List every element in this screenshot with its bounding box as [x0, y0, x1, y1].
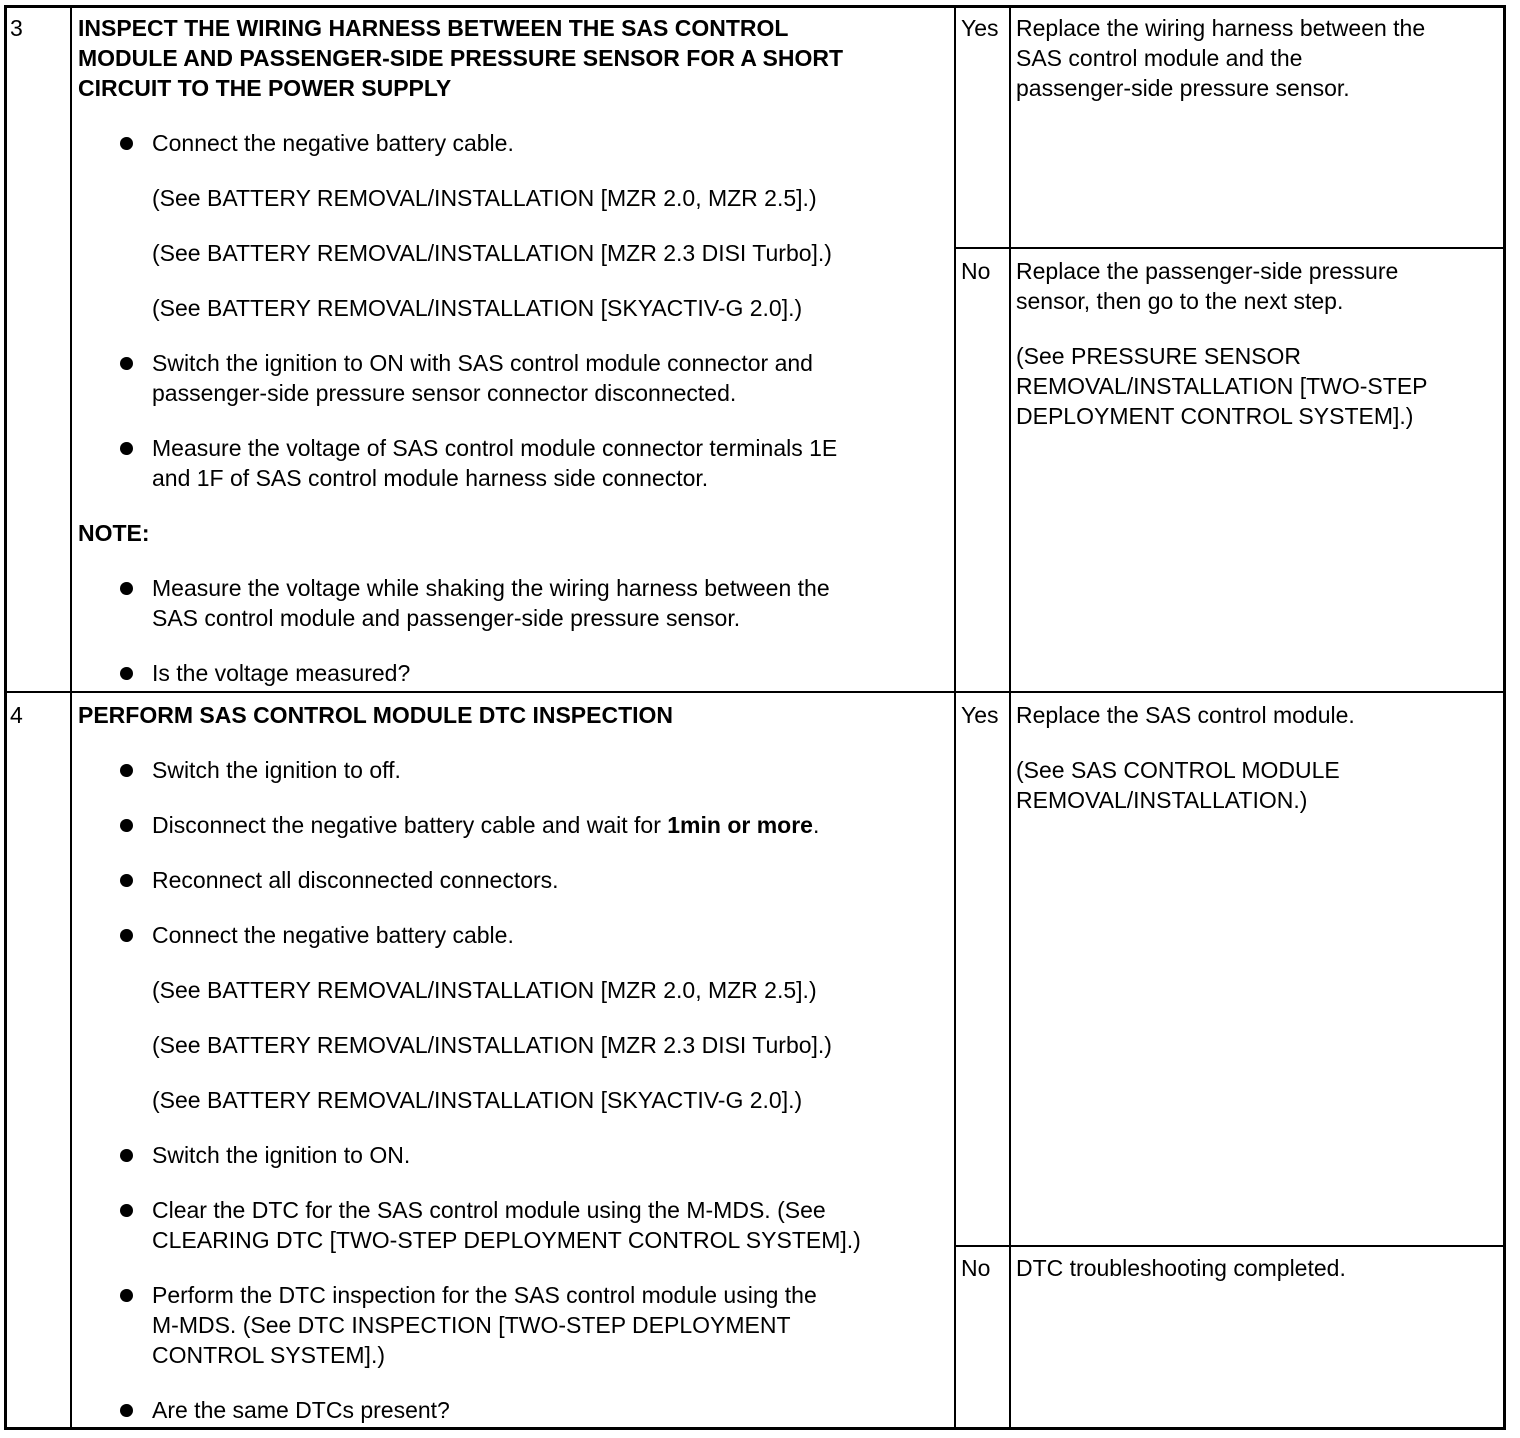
- step-title-line: INSPECT THE WIRING HARNESS BETWEEN THE SAS CONTROL: [78, 15, 789, 41]
- instruction-text: and 1F of SAS control module harness side connector.: [152, 465, 709, 491]
- step-number: 3: [10, 15, 23, 41]
- instruction-text-part: .: [812, 812, 820, 838]
- bullet-icon: [120, 1404, 133, 1417]
- bullet-icon: [120, 667, 133, 680]
- instruction-text: Reconnect all disconnected connectors.: [152, 867, 559, 893]
- instruction-text: passenger-side pressure sensor connector disconnected.: [152, 380, 737, 406]
- reference-link[interactable]: (See BATTERY REMOVAL/INSTALLATION [MZR 2.0, MZR 2.5].): [152, 977, 817, 1003]
- no-label: No: [961, 258, 991, 284]
- yes-label: Yes: [961, 15, 999, 41]
- step-title-line: MODULE AND PASSENGER-SIDE PRESSURE SENSOR FOR A SHORT: [78, 45, 844, 71]
- bullet-icon: [120, 1204, 133, 1217]
- no-action: Replace the passenger-side pressure: [1016, 258, 1399, 284]
- instruction-text: Measure the voltage of SAS control module connector terminals 1E: [152, 435, 838, 461]
- bullet-icon: [120, 1289, 133, 1302]
- instruction-text: CONTROL SYSTEM].): [152, 1342, 385, 1368]
- instruction-text: [152, 810, 819, 840]
- step-number: 4: [10, 702, 23, 728]
- instruction-text: CLEARING DTC [TWO-STEP DEPLOYMENT CONTROL SYSTEM].): [152, 1227, 861, 1253]
- question-text: Are the same DTCs present?: [152, 1397, 450, 1423]
- reference-link[interactable]: DEPLOYMENT CONTROL SYSTEM].): [1016, 403, 1414, 429]
- question-text: Is the voltage measured?: [152, 660, 411, 686]
- instruction-text: M-MDS. (See DTC INSPECTION [TWO-STEP DEPLOYMENT: [152, 1312, 791, 1338]
- bullet-icon: [120, 357, 133, 370]
- reference-link[interactable]: (See BATTERY REMOVAL/INSTALLATION [MZR 2.3 DISI Turbo].): [152, 1032, 832, 1058]
- no-label: No: [961, 1255, 991, 1281]
- instruction-text: Connect the negative battery cable.: [152, 130, 514, 156]
- instruction-text: SAS control module and passenger-side pressure sensor.: [152, 605, 741, 631]
- yes-label: Yes: [961, 702, 999, 728]
- bullet-icon: [120, 764, 133, 777]
- bullet-icon: [120, 929, 133, 942]
- reference-link[interactable]: (See BATTERY REMOVAL/INSTALLATION [SKYACTIV-G 2.0].): [152, 295, 803, 321]
- reference-link[interactable]: REMOVAL/INSTALLATION [TWO-STEP: [1016, 373, 1428, 399]
- yes-action: Replace the wiring harness between the: [1016, 15, 1426, 41]
- no-action: sensor, then go to the next step.: [1016, 288, 1344, 314]
- instruction-text: Perform the DTC inspection for the SAS control module using the: [152, 1282, 817, 1308]
- yes-action: Replace the SAS control module.: [1016, 702, 1355, 728]
- instruction-text-part: Disconnect the negative battery cable and wait for: [152, 812, 668, 838]
- bullet-icon: [120, 137, 133, 150]
- column-divider: [1009, 5, 1011, 1430]
- instruction-text: Clear the DTC for the SAS control module using the M-MDS. (See: [152, 1197, 826, 1223]
- bullet-icon: [120, 442, 133, 455]
- column-divider: [70, 5, 72, 1430]
- bullet-icon: [120, 819, 133, 832]
- column-divider: [954, 5, 956, 1430]
- bullet-icon: [120, 1149, 133, 1162]
- instruction-text: Switch the ignition to ON with SAS control module connector and: [152, 350, 813, 376]
- note-heading: NOTE:: [78, 520, 150, 546]
- emphasis-text: 1min or more: [667, 812, 813, 838]
- yes-no-divider: [955, 247, 1506, 249]
- row-divider: [4, 691, 1506, 693]
- reference-link[interactable]: (See BATTERY REMOVAL/INSTALLATION [SKYACTIV-G 2.0].): [152, 1087, 803, 1113]
- no-action: DTC troubleshooting completed.: [1016, 1255, 1346, 1281]
- step-title-line: CIRCUIT TO THE POWER SUPPLY: [78, 75, 452, 101]
- reference-link[interactable]: (See PRESSURE SENSOR: [1016, 343, 1302, 369]
- step-title-line: PERFORM SAS CONTROL MODULE DTC INSPECTION: [78, 702, 674, 728]
- instruction-text: Switch the ignition to ON.: [152, 1142, 411, 1168]
- yes-action: passenger-side pressure sensor.: [1016, 75, 1350, 101]
- instruction-text: Switch the ignition to off.: [152, 757, 401, 783]
- instruction-text: Measure the voltage while shaking the wiring harness between the: [152, 575, 830, 601]
- instruction-text: Connect the negative battery cable.: [152, 922, 514, 948]
- reference-link[interactable]: (See SAS CONTROL MODULE: [1016, 757, 1340, 783]
- bullet-icon: [120, 582, 133, 595]
- reference-link[interactable]: (See BATTERY REMOVAL/INSTALLATION [MZR 2.0, MZR 2.5].): [152, 185, 817, 211]
- reference-link[interactable]: (See BATTERY REMOVAL/INSTALLATION [MZR 2.3 DISI Turbo].): [152, 240, 832, 266]
- yes-action: SAS control module and the: [1016, 45, 1303, 71]
- bullet-icon: [120, 874, 133, 887]
- yes-no-divider: [955, 1245, 1506, 1247]
- reference-link[interactable]: REMOVAL/INSTALLATION.): [1016, 787, 1308, 813]
